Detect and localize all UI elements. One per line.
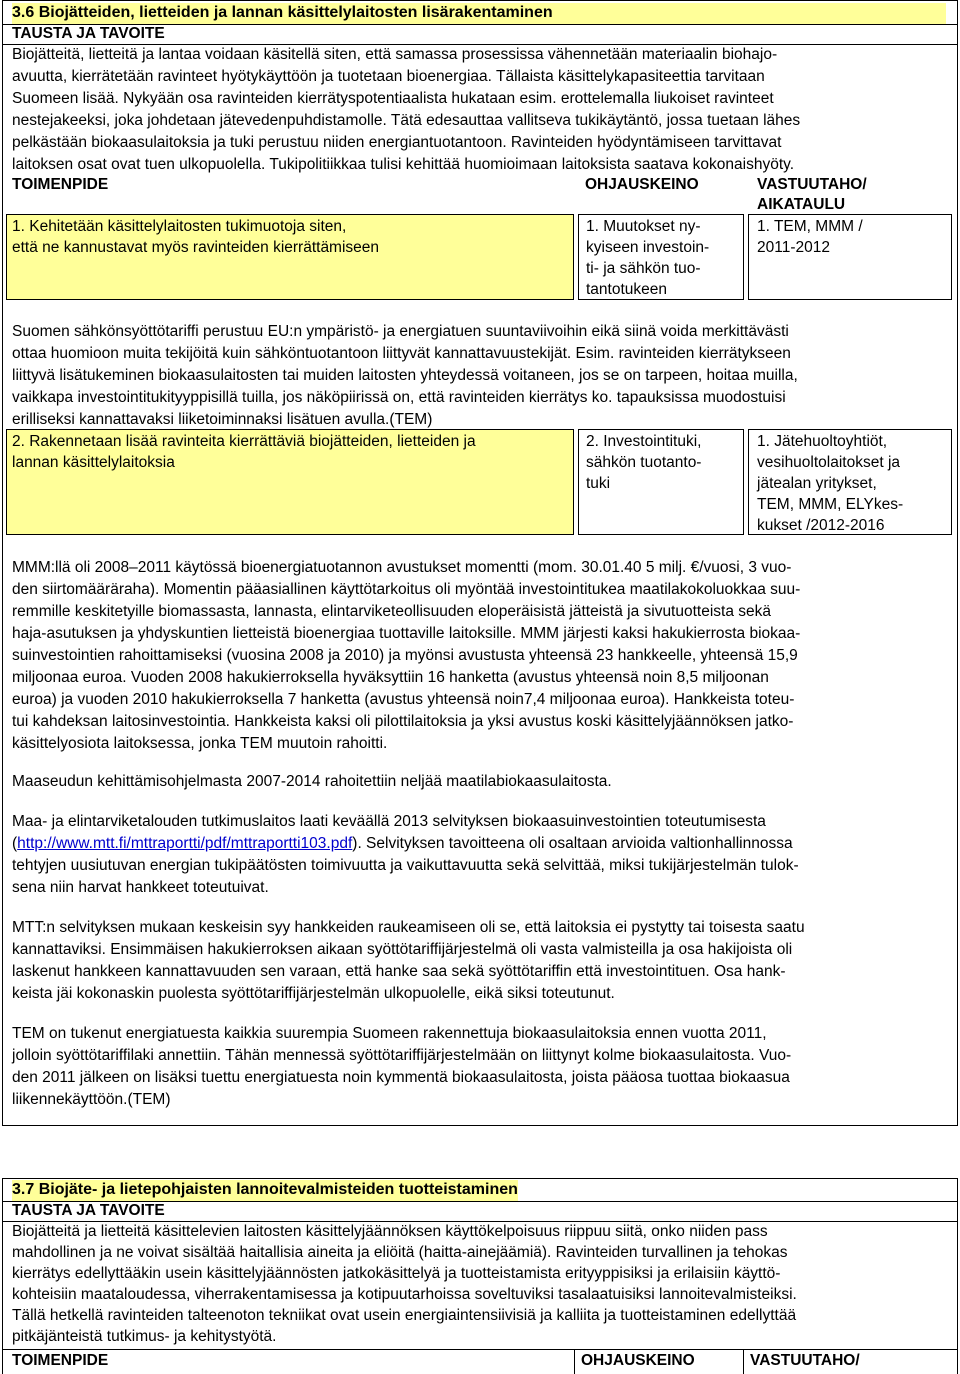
- s37-header-divider: [574, 1349, 575, 1374]
- s37-header-toimenpide: TOIMENPIDE: [12, 1352, 109, 1369]
- feedin-line: vaikkapa investointitukityyppisillä tuilla, jos näköpiirissä on, että ravinteiden kierrätys ko. tapauksissa muodostuisi: [12, 389, 786, 406]
- action-1-ohjauskeino-line: 1. Muutokset ny-: [586, 218, 701, 235]
- intro-line: Suomeen lisää. Nykyään osa ravinteiden kierrätyspotentiaalista hukataan esim. erottelemalla liukoiset ravinteet: [12, 90, 774, 107]
- maaseutu-paragraph: Maaseudun kehittämisohjelmasta 2007-2014 rahoitettiin neljää maatilabiokaasulaitosta.: [12, 773, 612, 790]
- action-2-toimenpide-line: lannan käsittelylaitoksia: [12, 454, 175, 471]
- section-36-title: 3.6 Biojätteiden, lietteiden ja lannan käsittelylaitosten lisärakentaminen: [12, 3, 946, 24]
- action-1-toimenpide-line: että ne kannustavat myös ravinteiden kierrättämiseen: [12, 239, 380, 256]
- mmm-line: den siirtomääräraha). Momentin pääasiallinen käyttötarkoitus oli myöntää investointitukea maatilakokoluokkaa suu-: [12, 581, 801, 598]
- s37-intro-line: kierrätys edellyttääkin usein käsittelyjäännösten jatkokäsittelyä ja tuotteistamista erityyppisiksi ja erilaisiin käyttö-: [12, 1265, 781, 1282]
- intro-line: nestejakeeksi, joka johdetaan jätevedenpuhdistamolle. Tätä edesauttaa vallitseva tukikäytäntö, jossa tuetaan lähes: [12, 112, 801, 129]
- action-1-vastuutaho-line: 2011-2012: [757, 239, 830, 256]
- action-1-toimenpide-box: [6, 214, 574, 300]
- action-1-ohjauskeino-line: kyiseen investoin-: [586, 239, 710, 256]
- action-1-ohjauskeino-line: tantotukeen: [586, 281, 668, 298]
- mtt-line: sena niin harvat hankkeet toteutuivat.: [12, 879, 269, 896]
- section-37-tausta-heading: TAUSTA JA TAVOITE: [12, 1202, 165, 1219]
- action-1-vastuutaho-box: [748, 214, 952, 300]
- section-37-title: 3.7 Biojäte- ja lietepohjaisten lannoitevalmisteiden tuotteistaminen: [12, 1180, 518, 1201]
- mmm-line: euroa) ja vuoden 2010 hakukierroksella 7 hanketta (avustus yhteensä noin7,4 miljoonaa euroa). Hankkeista toteu-: [12, 691, 795, 708]
- header-aikataulu: AIKATAULU: [757, 196, 846, 213]
- mmm-line: tui kahdeksan laitosinvestointia. Hankkeista kaksi oli pilottilaitoksia ja yksi avustus koski käsittelyjäännöksen jatko-: [12, 713, 794, 730]
- s37-header-divider: [743, 1349, 744, 1374]
- tem-line: TEM on tukenut energiatuesta kaikkia suurempia Suomeen rakennettuja biokaasulaitoksia ennen vuotta 2011,: [12, 1025, 767, 1042]
- action-2-vastuutaho-line: TEM, MMM, ELYkes-: [757, 496, 904, 513]
- s37-intro-line: Tällä hetkellä ravinteiden talteenoton tekniikat ovat usein energiaintensiivisiä ja kalliita ja tuotteistaminen edellyttää: [12, 1307, 797, 1324]
- mtt-line: Maa- ja elintarviketalouden tutkimuslaitos laati keväällä 2013 selvityksen biokaasuinvestointien toteutumisesta: [12, 813, 766, 830]
- intro-line: pelkästään biokaasulaitoksia ja tuki perustuu niiden energiantuotantoon. Ravinteiden hyödyntämiseen tarvittavat: [12, 134, 782, 151]
- divider: [2, 1349, 958, 1350]
- header-ohjauskeino: OHJAUSKEINO: [585, 176, 699, 193]
- intro-line: Biojätteitä, lietteitä ja lantaa voidaan käsitellä siten, että samassa prosessissa vähennetään materiaalin biohajo-: [12, 46, 778, 63]
- action-2-vastuutaho-line: 1. Jätehuoltoyhtiöt,: [757, 433, 888, 450]
- header-toimenpide: TOIMENPIDE: [12, 176, 109, 193]
- feedin-line: erilliseksi kannattavaksi liiketoiminnaksi lisätuen avulla.(TEM): [12, 411, 433, 428]
- tem-line: liikennekäyttöön.(TEM): [12, 1091, 171, 1108]
- s37-intro-line: Biojätteitä ja lietteitä käsittelevien laitosten käsittelyjäännöksen käyttökelpoisuus riippuu siitä, onko niiden pass: [12, 1223, 768, 1240]
- action-2-vastuutaho-line: jätealan yritykset,: [757, 475, 877, 492]
- survey-line: laskenut hankkeen kannattavuuden sen varaan, että hanke saa sekä syöttötariffin että investointituen. Osa hank-: [12, 963, 786, 980]
- survey-line: kannattaviksi. Ensimmäisen hakukierroksen aikaan syöttötariffijärjestelmä oli vasta valmisteilla ja osa hakijoista oli: [12, 941, 793, 958]
- tem-line: jolloin syöttötariffilaki annettiin. Tähän mennessä syöttötariffijärjestelmään on liittynyt kolme biokaasulaitosta. Vuo-: [12, 1047, 792, 1064]
- s37-intro-line: kohteisiin maataloudessa, viherrakentamisessa ja kotipuutarhoissa soveltuviksi tasalaatuisiksi lannoitevalmisteiksi.: [12, 1286, 797, 1303]
- action-1-ohjauskeino-box: [578, 214, 744, 300]
- tausta-heading: TAUSTA JA TAVOITE: [12, 25, 165, 42]
- action-2-ohjauskeino-line: tuki: [586, 475, 611, 492]
- mtt-line-rest: ). Selvityksen tavoitteena oli osaltaan arvioida valtionhallinnossa: [352, 835, 793, 852]
- action-2-vastuutaho-line: vesihuoltolaitokset ja: [757, 454, 901, 471]
- mmm-line: miljoonaa euroa. Vuoden 2008 hakukierroksella hyväksyttiin 16 hanketta (avustus yhteensä noin 8,5 miljoonan: [12, 669, 769, 686]
- mmm-line: käsittelyosiota laitoksessa, jonka TEM muutoin rahoitti.: [12, 735, 388, 752]
- action-2-toimenpide-line: 2. Rakennetaan lisää ravinteita kierrättäviä biojätteiden, lietteiden ja: [12, 433, 476, 450]
- mtt-line: tehtyjen uusiutuvan energian tukipäätösten toimivuutta ja vaikuttavuutta sekä selvittää, miksi tukijärjestelmän tulok-: [12, 857, 799, 874]
- feedin-line: ottaa huomioon muita tekijöitä kuin sähköntuotantoon liittyvät kannattavuustekijät. Esim. ravinteiden kierrätykseen: [12, 345, 791, 362]
- action-2-vastuutaho-line: kukset /2012-2016: [757, 517, 885, 534]
- action-1-vastuutaho-line: 1. TEM, MMM /: [757, 218, 863, 235]
- s37-intro-line: pitkäjänteistä tutkimus- ja kehitystyötä.: [12, 1328, 277, 1345]
- feedin-line: liittyvä lisätukeminen biokaasulaitosten tai muiden laitosten yhteydessä voitaneen, jos se on tarpeen, hoitaa muilla,: [12, 367, 798, 384]
- s37-header-vastuutaho: VASTUUTAHO/: [750, 1352, 860, 1369]
- tem-line: den 2011 jälkeen on lisäksi tuettu energiatuesta noin kymmentä biokaasulaitosta, joista pääosa tuottaa biokaasua: [12, 1069, 790, 1086]
- mtt-line: [12, 834, 793, 855]
- action-2-ohjauskeino-line: sähkön tuotanto-: [586, 454, 702, 471]
- mmm-line: suinvestointien rahoittamiseksi (vuosina 2008 ja 2010) ja myönsi avustusta yhteensä 23 hankkeelle, yhteensä 15,9: [12, 647, 798, 664]
- header-vastuutaho: VASTUUTAHO/: [757, 176, 867, 193]
- action-1-ohjauskeino-line: ti- ja sähkön tuo-: [586, 260, 701, 277]
- action-2-ohjauskeino-line: 2. Investointituki,: [586, 433, 702, 450]
- mmm-line: haja-asutuksen ja yhdyskuntien lietteistä bioenergiaa tuottaville laitoksille. MMM järjesti kaksi hakukierrosta biokaa-: [12, 625, 801, 642]
- action-2-toimenpide-box: [6, 429, 574, 535]
- s37-header-ohjauskeino: OHJAUSKEINO: [581, 1352, 695, 1369]
- intro-line: laitoksen osat ovat tuen ulkopuolella. Tukipolitiikkaa tulisi kehittää huomioimaan laitoksista saatava kokonaishyöty.: [12, 156, 795, 173]
- mtt-report-link[interactable]: http://www.mtt.fi/mttraportti/pdf/mttraportti103.pdf: [17, 835, 353, 852]
- action-1-toimenpide-line: 1. Kehitetään käsittelylaitosten tukimuotoja siten,: [12, 218, 347, 235]
- survey-line: keista jäi kokonaskin puolesta syöttötariffijärjestelmän ulkopuolelle, eikä siksi toteutunut.: [12, 985, 615, 1002]
- mmm-line: remmille keskitetyille biomassasta, lannasta, elintarviketeollisuuden eloperäisistä jätteistä ja sivutuotteista sekä: [12, 603, 772, 620]
- s37-intro-line: mahdollinen ja ne voivat sisältää haitallisia aineita ja eliöitä (haitta-ainejäämiä). Ravinteiden turvallinen ja tehokas: [12, 1244, 788, 1261]
- feedin-line: Suomen sähkönsyöttötariffi perustuu EU:n ympäristö- ja energiatuen suuntaviivoihin eikä siinä voida merkittävästi: [12, 323, 789, 340]
- survey-line: MTT:n selvityksen mukaan keskeisin syy hankkeiden raukeamiseen oli se, että laitoksia ei pystytty tai toisesta saatu: [12, 919, 805, 936]
- mtt-paren: (: [12, 835, 18, 852]
- action-2-vastuutaho-box: [748, 429, 952, 535]
- mmm-line: MMM:llä oli 2008–2011 käytössä bioenergiatuotannon avustukset momentti (mom. 30.01.40 5 milj. €/vuosi, 3 vuo-: [12, 559, 792, 576]
- action-2-ohjauskeino-box: [578, 429, 744, 535]
- intro-line: avuutta, kierrätetään ravinteet hyötykäyttöön ja tuotetaan bioenergiaa. Tällaista käsittelykapasiteettia tarvitaan: [12, 68, 765, 85]
